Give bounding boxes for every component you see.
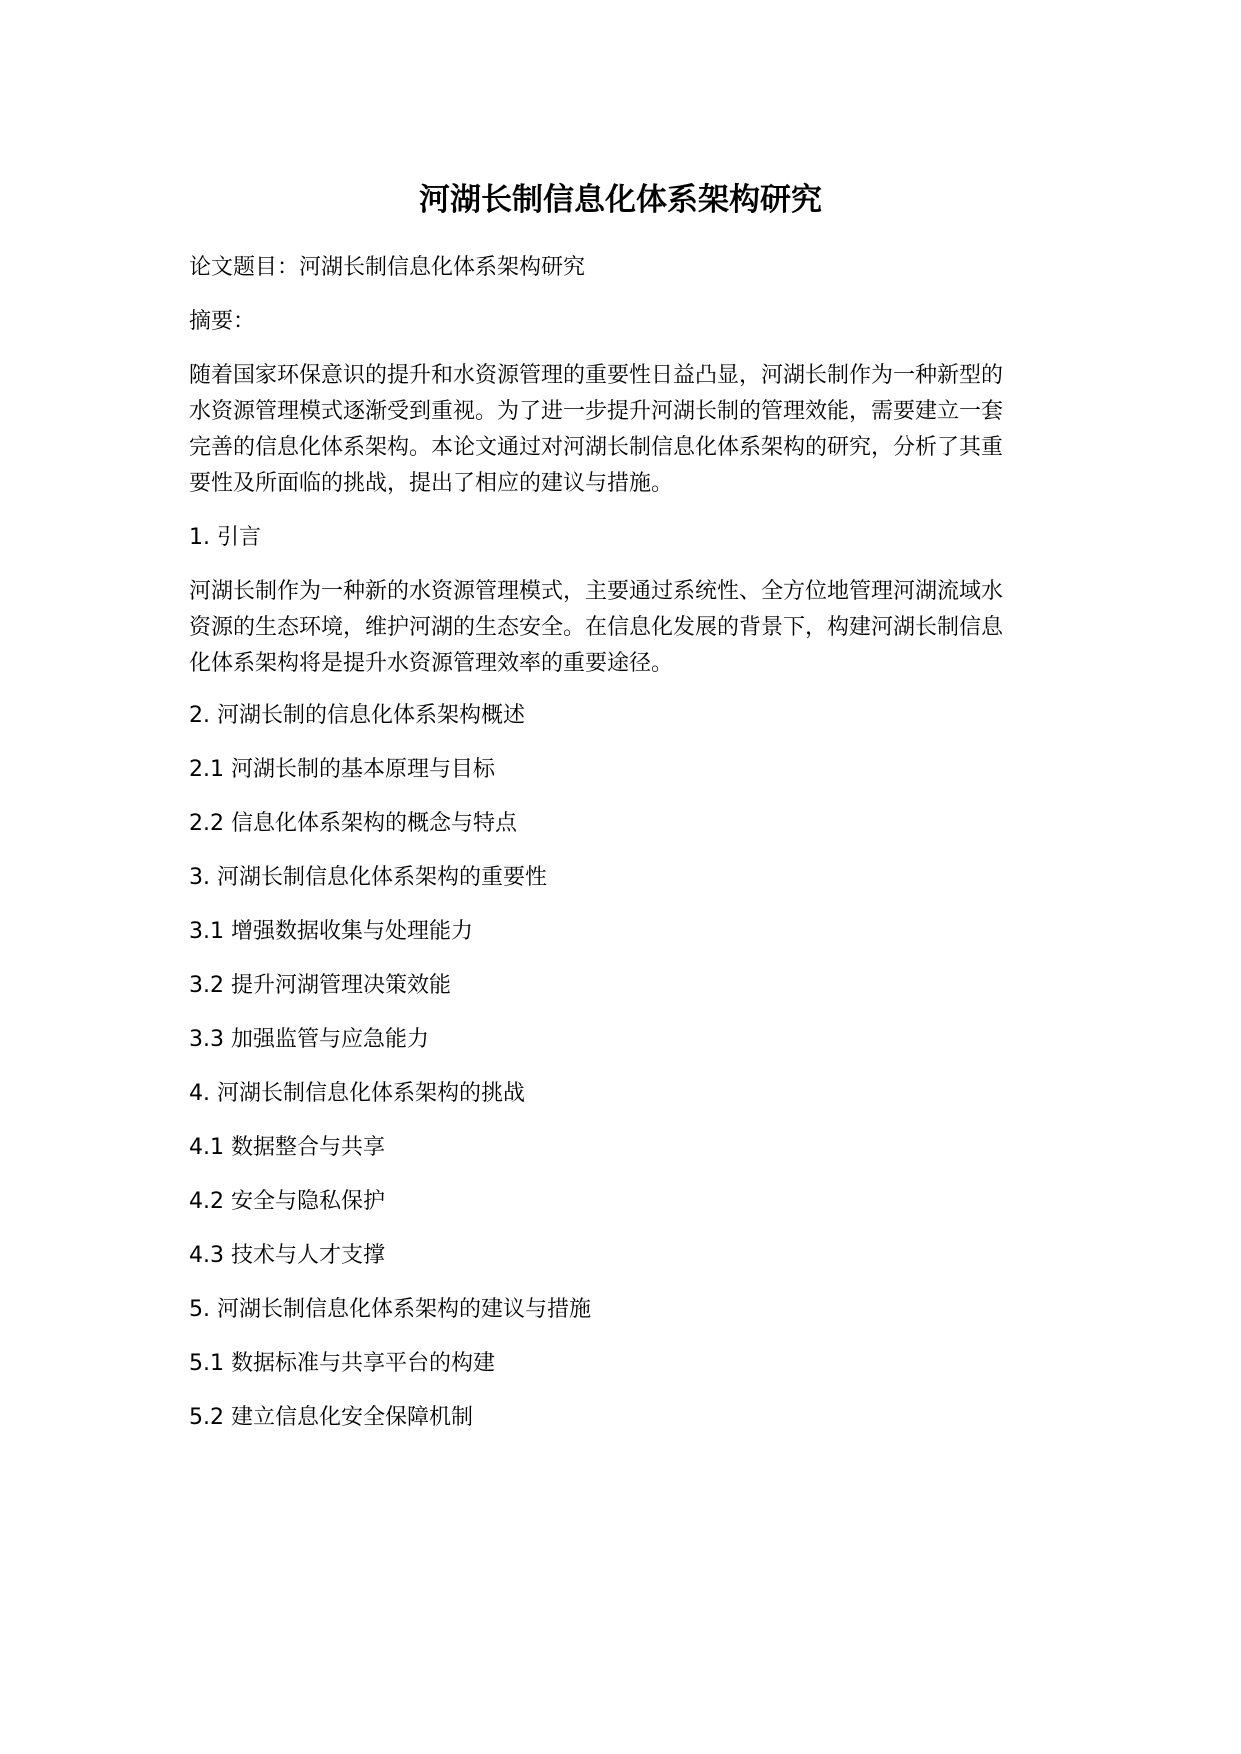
outline-subheading: 2.2 信息化体系架构的概念与特点 xyxy=(189,811,517,836)
abstract-label: 摘要： xyxy=(189,309,256,334)
outline-subheading: 4.2 安全与隐私保护 xyxy=(189,1189,385,1214)
section-heading-introduction: 1. 引言 xyxy=(189,525,261,550)
abstract-line: 随着国家环保意识的提升和水资源管理的重要性日益凸显，河湖长制作为一种新型的 xyxy=(189,363,1004,388)
outline-subheading: 2.1 河湖长制的基本原理与目标 xyxy=(189,757,495,782)
outline-subheading: 5.2 建立信息化安全保障机制 xyxy=(189,1405,473,1430)
introduction-line: 化体系架构将是提升水资源管理效率的重要途径。 xyxy=(189,651,674,676)
outline-heading: 2. 河湖长制的信息化体系架构概述 xyxy=(189,703,525,728)
outline-subheading: 4.1 数据整合与共享 xyxy=(189,1135,385,1160)
abstract-line: 完善的信息化体系架构。本论文通过对河湖长制信息化体系架构的研究，分析了其重 xyxy=(189,435,1004,460)
document-title: 河湖长制信息化体系架构研究 xyxy=(419,182,822,218)
introduction-line: 河湖长制作为一种新的水资源管理模式，主要通过系统性、全方位地管理河湖流域水 xyxy=(189,579,1004,604)
outline-heading: 3. 河湖长制信息化体系架构的重要性 xyxy=(189,865,547,890)
outline-subheading: 3.2 提升河湖管理决策效能 xyxy=(189,973,451,998)
abstract-line: 要性及所面临的挑战，提出了相应的建议与措施。 xyxy=(189,471,674,496)
thesis-title-line: 论文题目：河湖长制信息化体系架构研究 xyxy=(189,255,586,280)
outline-subheading: 5.1 数据标准与共享平台的构建 xyxy=(189,1351,495,1376)
outline-subheading: 4.3 技术与人才支撑 xyxy=(189,1243,385,1268)
abstract-line: 水资源管理模式逐渐受到重视。为了进一步提升河湖长制的管理效能，需要建立一套 xyxy=(189,399,1004,424)
outline-subheading: 3.3 加强监管与应急能力 xyxy=(189,1027,429,1052)
introduction-line: 资源的生态环境，维护河湖的生态安全。在信息化发展的背景下，构建河湖长制信息 xyxy=(189,615,1004,640)
outline-heading: 4. 河湖长制信息化体系架构的挑战 xyxy=(189,1081,525,1106)
outline-heading: 5. 河湖长制信息化体系架构的建议与措施 xyxy=(189,1297,591,1322)
outline-subheading: 3.1 增强数据收集与处理能力 xyxy=(189,919,473,944)
